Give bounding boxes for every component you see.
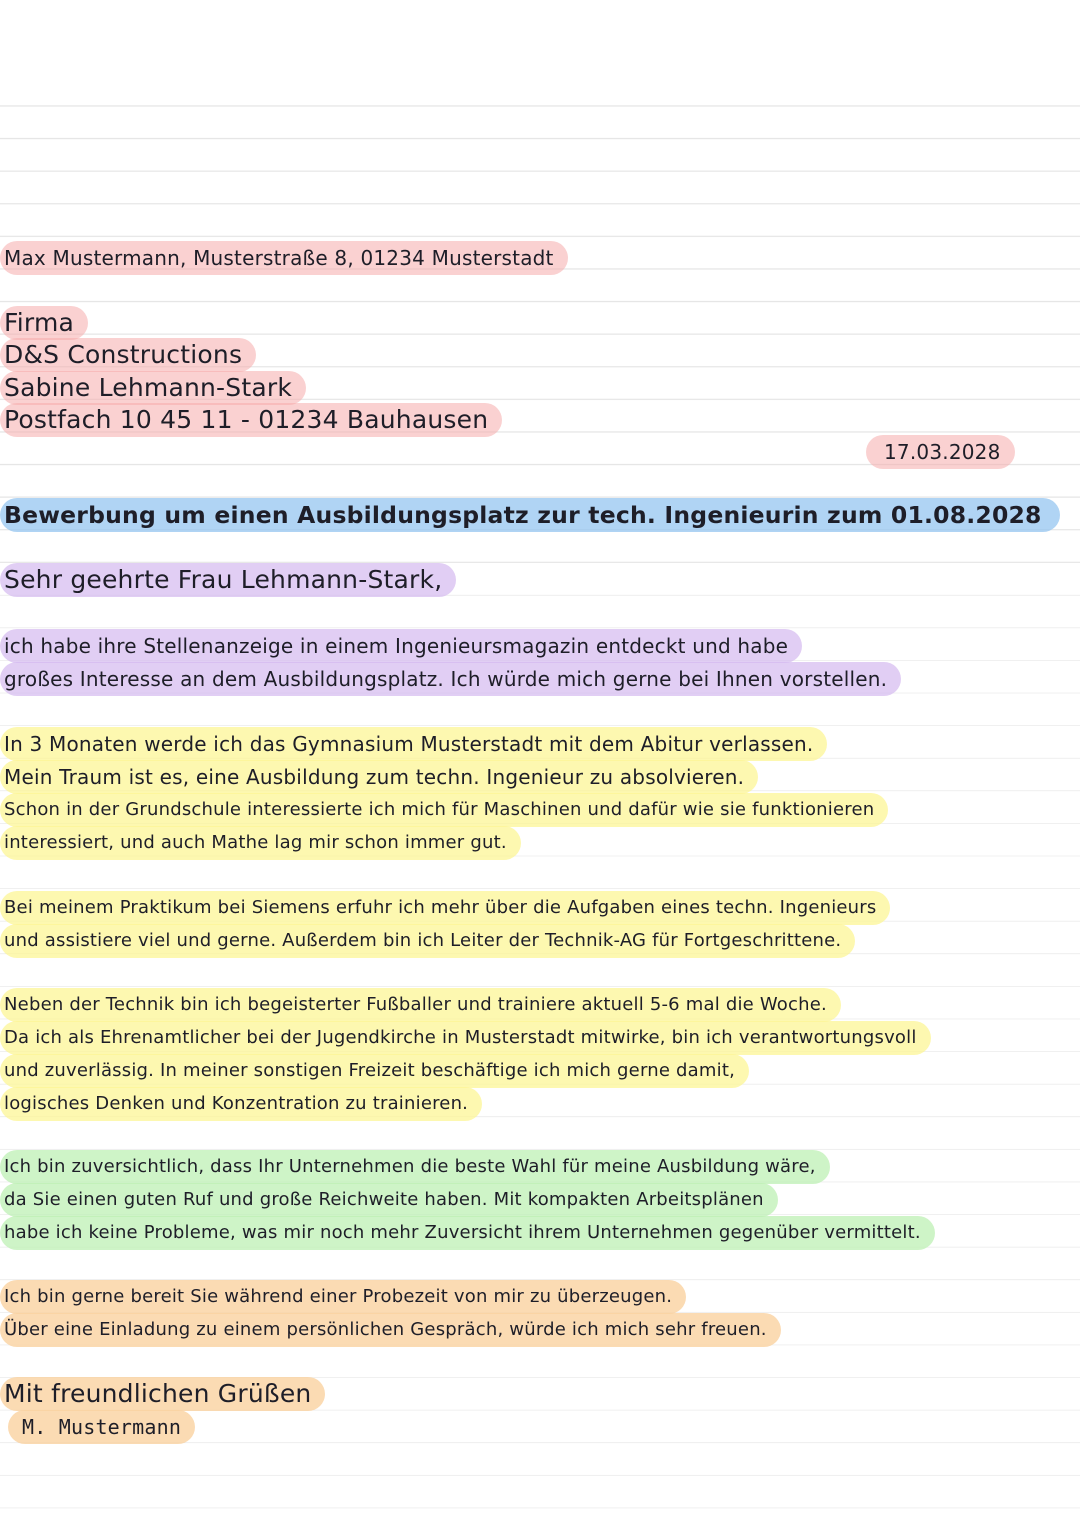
paragraph-1-line: großes Interesse an dem Ausbildungsplatz. Ich würde mich gerne bei Ihnen vorstellen.: [0, 662, 901, 696]
recipient-line-person: Sabine Lehmann-Stark: [0, 371, 306, 405]
paragraph-2-line: Mein Traum ist es, eine Ausbildung zum techn. Ingenieur zu absolvieren.: [0, 760, 758, 794]
salutation: Sehr geehrte Frau Lehmann-Stark,: [0, 563, 456, 597]
paragraph-6-line: Über eine Einladung zu einem persönlichen Gespräch, würde ich mich sehr freuen.: [0, 1313, 781, 1347]
signature: M. Mustermann: [8, 1410, 195, 1444]
paragraph-2-line: interessiert, und auch Mathe lag mir schon immer gut.: [0, 826, 521, 860]
paragraph-3-line: Bei meinem Praktikum bei Siemens erfuhr ich mehr über die Aufgaben eines techn. Ingenieurs: [0, 891, 890, 925]
recipient-line-company-type: Firma: [0, 306, 88, 340]
paragraph-4-line: Neben der Technik bin ich begeisterter Fußballer und trainiere aktuell 5-6 mal die Woche.: [0, 988, 841, 1022]
paragraph-4-line: Da ich als Ehrenamtlicher bei der Jugendkirche in Musterstadt mitwirke, bin ich verantwortungsvoll: [0, 1021, 931, 1055]
paragraph-5-line: habe ich keine Probleme, was mir noch mehr Zuversicht ihrem Unternehmen gegenüber vermittelt.: [0, 1216, 935, 1250]
recipient-line-company: D&S Constructions: [0, 338, 256, 372]
sender-address: Max Mustermann, Musterstraße 8, 01234 Musterstadt: [0, 241, 568, 275]
letter-date: 17.03.2028: [866, 435, 1015, 469]
page-top-margin: [0, 0, 1080, 100]
closing: Mit freundlichen Grüßen: [0, 1377, 325, 1411]
paragraph-6-line: Ich bin gerne bereit Sie während einer Probezeit von mir zu überzeugen.: [0, 1280, 686, 1314]
recipient-line-address: Postfach 10 45 11 - 01234 Bauhausen: [0, 403, 502, 437]
paragraph-5-line: da Sie einen guten Ruf und große Reichweite haben. Mit kompakten Arbeitsplänen: [0, 1183, 778, 1217]
paragraph-5-line: Ich bin zuversichtlich, dass Ihr Unternehmen die beste Wahl für meine Ausbildung wäre,: [0, 1150, 830, 1184]
letter-subject: Bewerbung um einen Ausbildungsplatz zur tech. Ingenieurin zum 01.08.2028: [0, 498, 1060, 532]
paragraph-3-line: und assistiere viel und gerne. Außerdem bin ich Leiter der Technik-AG für Fortgeschrittene.: [0, 924, 855, 958]
paragraph-2-line: In 3 Monaten werde ich das Gymnasium Musterstadt mit dem Abitur verlassen.: [0, 727, 827, 761]
paragraph-4-line: logisches Denken und Konzentration zu trainieren.: [0, 1087, 482, 1121]
paragraph-1-line: ich habe ihre Stellenanzeige in einem Ingenieursmagazin entdeckt und habe: [0, 629, 802, 663]
paragraph-2-line: Schon in der Grundschule interessierte ich mich für Maschinen und dafür wie sie funktionieren: [0, 793, 888, 827]
paragraph-4-line: und zuverlässig. In meiner sonstigen Freizeit beschäftige ich mich gerne damit,: [0, 1054, 749, 1088]
